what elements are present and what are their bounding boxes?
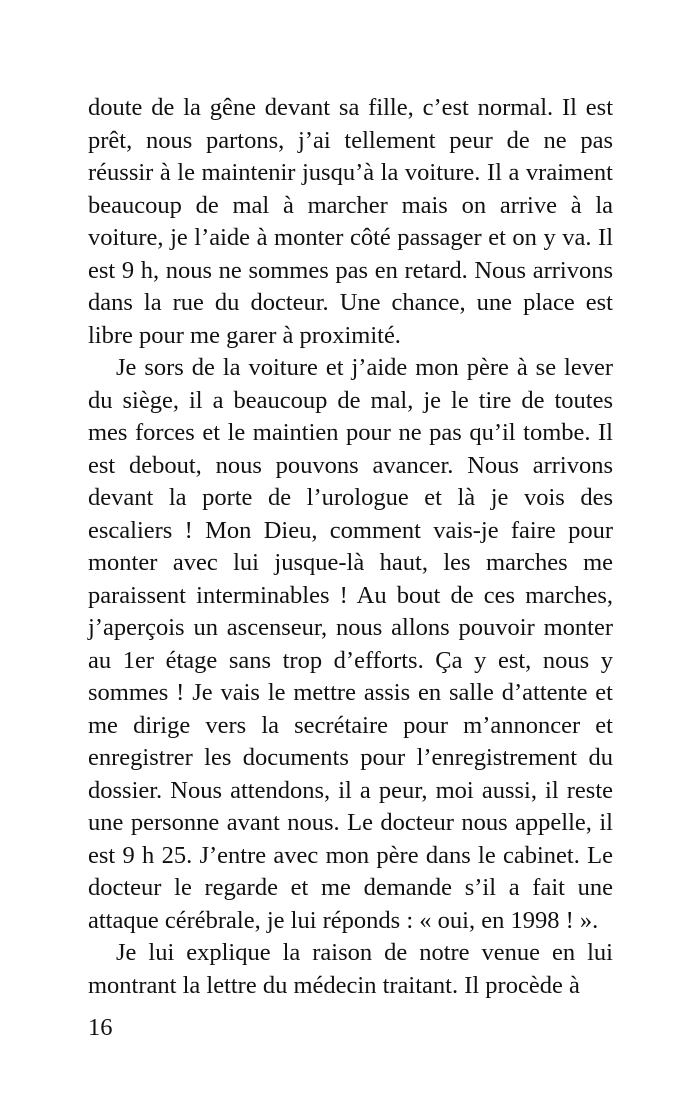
paragraph-1: doute de la gêne devant sa fille, c’est normal. Il est prêt, nous partons, j’ai tellement peur de ne pas réussir à le maintenir jusqu’à la voiture. Il a vraiment beaucoup de mal à marcher mais on arrive à la voiture, je l’aide à monter côté passager et on y va. Il est 9 h, nous ne sommes pas en retard. Nous arrivons dans la rue du docteur. Une chance, une place est libre pour me garer à proximité. — [88, 94, 613, 349]
paragraph-2: Je sors de la voiture et j’aide mon père à se lever du siège, il a beaucoup de mal, je le tire de toutes mes forces et le maintien pour ne pas qu’il tombe. Il est debout, nous pouvons avancer. Nous arrivons devant la porte de l’urologue et là je vois des escaliers ! Mon Dieu, comment vais-je faire pour monter avec lui jusque-là haut, les marches me paraissent interminables ! Au bout de ces marches, j’aperçois un ascenseur, nous allons pouvoir monter au 1er étage sans trop d’efforts. Ça y est, nous y sommes ! Je vais le mettre assis en salle d’attente et me dirige vers la secrétaire pour m’annoncer et enregistrer les documents pour l’enregistrement du dossier. Nous attendons, il a peur, moi aussi, il reste une personne avant nous. Le docteur nous appelle, il est 9 h 25. J’entre avec mon père dans le cabinet. Le docteur le regarde et me demande s’il a fait une attaque cérébrale, je lui réponds : « oui, en 1998 ! ». — [88, 354, 613, 934]
paragraph-3: Je lui explique la raison de notre venue en lui montrant la lettre du médecin traitant. Il procède à — [88, 939, 613, 999]
page-number: 16 — [88, 1014, 113, 1041]
page-body — [88, 92, 613, 1002]
